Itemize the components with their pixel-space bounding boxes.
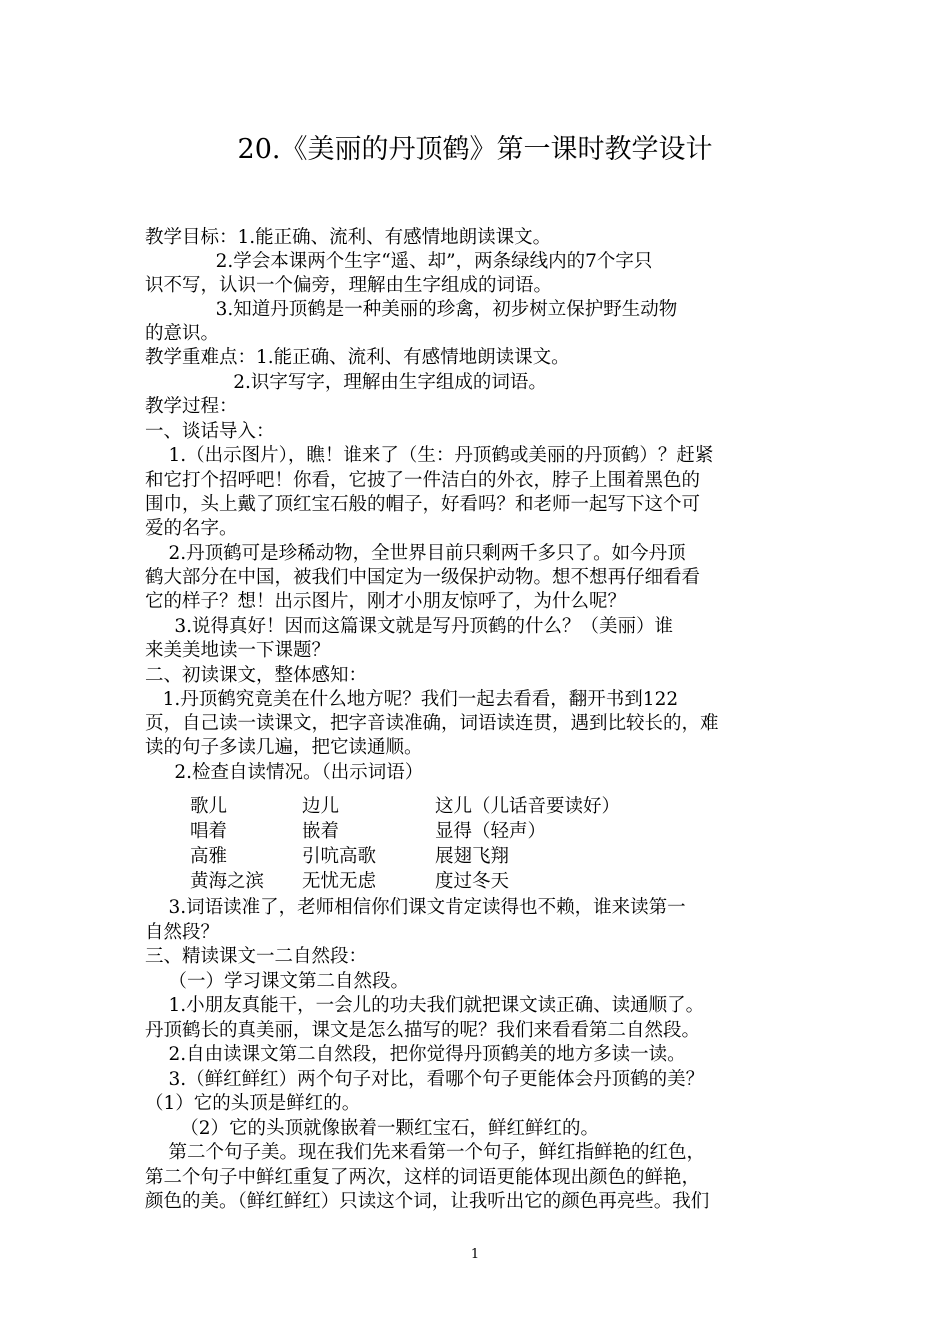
- vocab-word: 度过冬天: [435, 871, 510, 892]
- text-line: 3.说得真好！因而这篇课文就是写丹顶鹤的什么？（美丽）谁: [145, 616, 674, 637]
- vocab-word: 黄海之滨: [190, 871, 265, 892]
- vocab-word: 嵌着: [302, 821, 340, 842]
- text-line: 3.（鲜红鲜红）两个句子对比，看哪个句子更能体会丹顶鹤的美？: [145, 1069, 705, 1090]
- vocab-word: 这儿（儿话音要读好）: [435, 796, 621, 817]
- document-title: 20.《美丽的丹顶鹤》第一课时教学设计: [237, 134, 713, 165]
- vocab-word: 显得（轻声）: [435, 821, 547, 842]
- vocab-word: 高雅: [190, 846, 228, 867]
- text-line: 第二个句子美。现在我们先来看第一个句子，鲜红指鲜艳的红色，: [145, 1142, 706, 1163]
- vocab-word: 展翅飞翔: [435, 846, 510, 867]
- vocab-word: 边儿: [302, 796, 340, 817]
- vocab-word: 引吭高歌: [302, 846, 377, 867]
- text-line: 1.丹顶鹤究竟美在什么地方呢？我们一起去看看，翻开书到122: [145, 689, 679, 710]
- text-line: 的意识。: [145, 323, 220, 344]
- text-line: （1）它的头顶是鲜红的。: [145, 1093, 361, 1114]
- text-line: 2.学会本课两个生字“遥、却”，两条绿线内的7个字只: [145, 251, 653, 272]
- text-line: 教学过程：: [145, 396, 238, 417]
- text-line: 和它打个招呼吧！你看，它披了一件洁白的外衣，脖子上围着黑色的: [145, 470, 701, 491]
- text-line: 来美美地读一下课题？: [145, 640, 331, 661]
- vocab-word: 唱着: [190, 821, 228, 842]
- text-line: （2）它的头顶就像嵌着一颗红宝石，鲜红鲜红的。: [145, 1118, 600, 1139]
- text-line: 鹤大部分在中国，被我们中国定为一级保护动物。想不想再仔细看看: [145, 567, 701, 588]
- text-line: 丹顶鹤长的真美丽，课文是怎么描写的呢？我们来看看第二自然段。: [145, 1020, 701, 1041]
- text-line: 2.丹顶鹤可是珍稀动物，全世界目前只剩两千多只了。如今丹顶: [145, 543, 686, 564]
- text-line: 颜色的美。（鲜红鲜红）只读这个词，让我听出它的颜色再亮些。我们: [145, 1191, 710, 1212]
- text-line: 2.自由读课文第二自然段，把你觉得丹顶鹤美的地方多读一读。: [145, 1044, 686, 1065]
- text-line: 爱的名字。: [145, 518, 238, 539]
- text-line: 教学重难点：1.能正确、流利、有感情地朗读课文。: [145, 347, 570, 368]
- text-line: 三、精读课文一二自然段：: [145, 946, 368, 967]
- text-line: 自然段？: [145, 922, 220, 943]
- text-line: 1.小朋友真能干，一会儿的功夫我们就把课文读正确、读通顺了。: [145, 995, 705, 1016]
- page-number: 1: [470, 1247, 480, 1262]
- text-line: 读的句子多读几遍，把它读通顺。: [145, 737, 423, 758]
- text-line: 3.词语读准了，老师相信你们课文肯定读得也不赖，谁来读第一: [145, 897, 686, 918]
- text-line: 二、初读课文，整体感知：: [145, 665, 368, 686]
- text-line: 围巾，头上戴了顶红宝石般的帽子，好看吗？和老师一起写下这个可: [145, 494, 701, 515]
- text-line: 2.检查自读情况。（出示词语）: [145, 762, 424, 783]
- text-line: 教学目标：1.能正确、流利、有感情地朗读课文。: [145, 227, 552, 248]
- vocab-word: 歌儿: [190, 796, 228, 817]
- text-line: 页，自己读一读课文，把字音读准确，词语读连贯，遇到比较长的，难: [145, 713, 719, 734]
- text-line: 2.识字写字，理解由生字组成的词语。: [145, 372, 547, 393]
- text-line: 它的样子？想！出示图片，刚才小朋友惊呼了，为什么呢？: [145, 591, 627, 612]
- text-line: 第二个句子中鲜红重复了两次，这样的词语更能体现出颜色的鲜艳，: [145, 1167, 701, 1188]
- text-line: 识不写，认识一个偏旁，理解由生字组成的词语。: [145, 275, 553, 296]
- text-line: 3.知道丹顶鹤是一种美丽的珍禽，初步树立保护野生动物: [145, 299, 678, 320]
- text-line: （一）学习课文第二自然段。: [145, 971, 410, 992]
- text-line: 一、谈话导入：: [145, 421, 275, 442]
- text-line: 1.（出示图片），瞧！谁来了（生：丹顶鹤或美丽的丹顶鹤）？赶紧: [145, 445, 714, 466]
- vocab-word: 无忧无虑: [302, 871, 377, 892]
